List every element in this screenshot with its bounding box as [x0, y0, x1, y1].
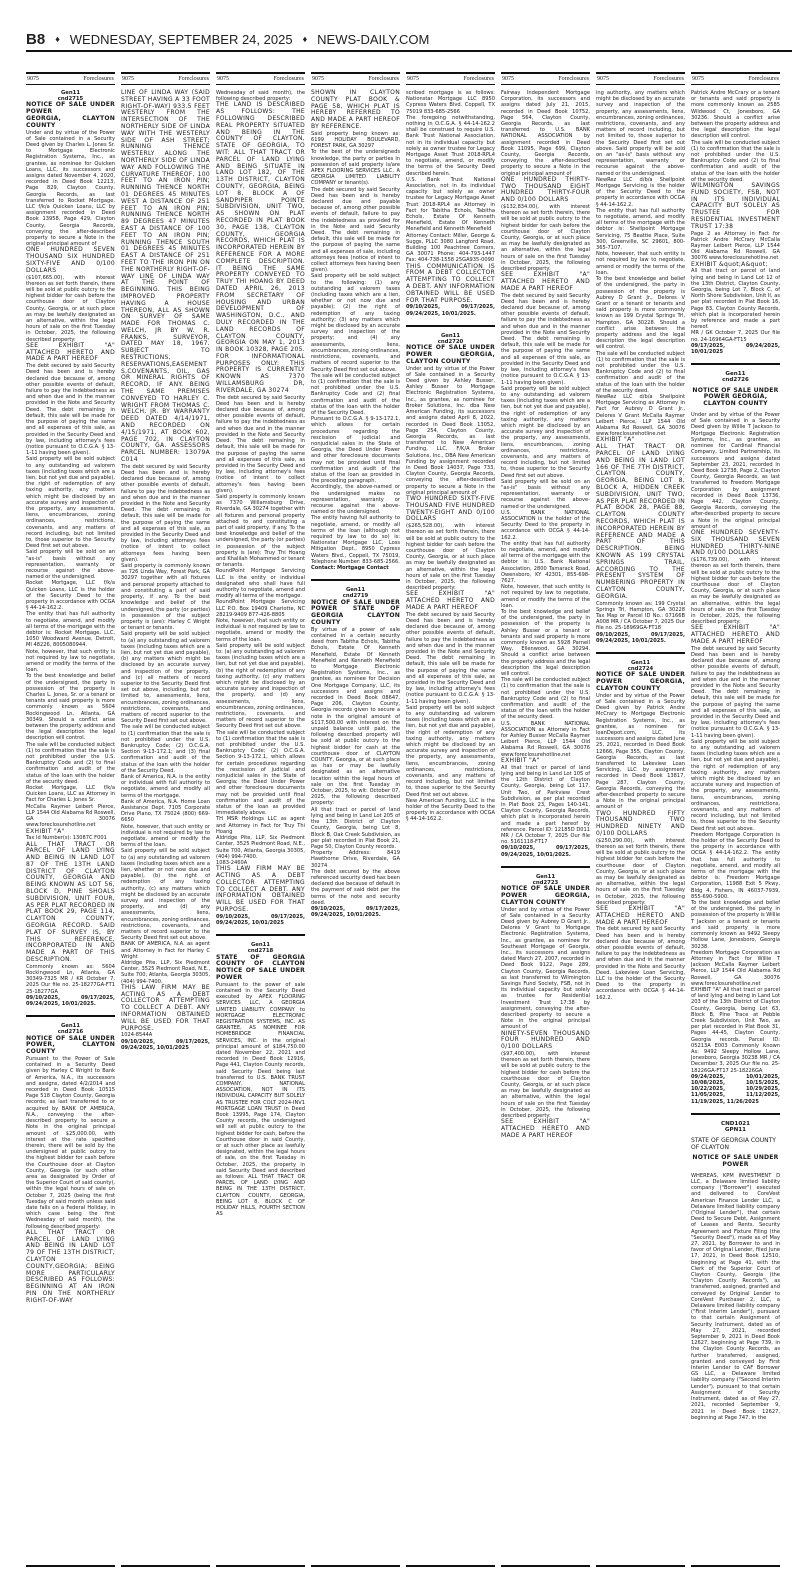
- notice-paragraph: The debt secured by said Security Deed has been and is hereby declared due because of, among other possible events of default, failure to pay the indebtedness as and when due and in the manner provided in the Note and Security Deed. The debt remaining in default, this sale will be made for the purpose of paying the same and all expenses of this sale, as provided in the Security Deed and by law, including attorney's fees (notice pursuant to O.C.G.A. § 13-1-11 having been given).: [406, 611, 495, 705]
- section-code: 9075: [407, 76, 419, 82]
- notice-paragraph: U.S. Bank Trust National Association, not in its individual capacity but solely as owner trustee for Legacy Mortgage Asset Trust 2018-RPL4 as Attorney in Fact for Tabitha Echols, Tabitha Echols, Estate Of Kenneth Menefield, Estate Of Kenneth Menefield and Kenneth Menefield: [406, 176, 495, 233]
- site-name: NEWS-DAILY.COM: [317, 31, 430, 47]
- diamond-separator-icon: ♦: [55, 34, 60, 44]
- notice-paragraph: Wednesday of said month), the following described property:: [216, 90, 305, 103]
- notice-paragraph: McCalla Raymer Leibert Pierce, LLP 1544 Old Alabama Rd Roswell, GA 30076 www.foreclosurehotline.net: [26, 803, 115, 829]
- column-1: [26, 72, 115, 1567]
- notice-paragraph: Commonly known as: 5604 Rockingwood Ln, Atlanta, GA 30349-7325 MR / KR October 7, 2025 Our file no. 25-18277GA-FT1 25-18277GA: [26, 963, 115, 995]
- column-4: [311, 72, 400, 1567]
- notice-divider: [26, 1015, 115, 1017]
- publication-dates: 09/17/2025, 09/24/2025, 10/01/2025: [691, 342, 780, 356]
- section-label: Foreclosures: [463, 76, 494, 82]
- notice-paragraph: Said property will be sold on an "as-is" basis without any representation, warranty or recourse against the above-named or the undersigned.: [26, 549, 115, 581]
- section-code: 9075: [502, 76, 514, 82]
- column-body: [596, 90, 685, 1001]
- notice-paragraph: Note, however, that such entity or individual is not required by law to negotiate, amend or modify the terms of the loan.: [121, 823, 210, 849]
- notice-paragraph: Patrick Andre McCrary or a tenant or tenants and said property is more commonly known as 2585 Wildwood Ct, Jonesboro, GA 30236. Should a conflict arise between the property address and the legal description the legal description will control.: [691, 90, 780, 140]
- column-header: [406, 72, 495, 85]
- notice-paragraph: To the best knowledge and belief of the undersigned, the party in possession of the property is Aubrey D Grant Jr., Delores V Grant or a tenant or tenants and said property is more commonly known as 199 Crystal Springs Trl, Hampton, GA 30228. Should a conflict arise between the property address and the legal description the legal description will control.: [596, 276, 685, 351]
- legal-description: ALL THAT TRACT OR PARCEL OF LAND LYING AND BEING IN LAND LOT 79 OF THE 13TH DISTRICT, CLAYTON COUNTY,GEORGIA; BEING MORE PARTICULARLY DESCRIBED AS FOLLOWS: BEGINNING AT AN IRON PIN ON THE NORTHERLY RIGHT-OF-WAY: [26, 1228, 115, 1304]
- notice-paragraph: The foregoing notwithstanding, nothing in O.C.G.A. § 44-14-162.2 shall be construed to require U.S. Bank Trust National Association, not in its individual capacity but solely as owner trustee for Legacy Mortgage Asset Trust 2018-RPL4 to negotiate, amend, or modify the terms of the Security Deed described herein.: [406, 114, 495, 177]
- column-header: [216, 72, 305, 85]
- notice-paragraph: ing authority, any matters which might be disclosed by an accurate survey and inspection of the property, any assessments, liens, encumbrances, zoning ordinances, restrictions, covenants, and any matters of record including, but not limited to, those superior to the Security Deed first set out above. Said property will be sold on an "as-is" basis without any representation, warranty or recourse against the above-named or the undersigned.: [596, 90, 685, 177]
- notice-paragraph: By virtue of a power of sale contained in a certain security deed from Tabitha Echols, Tabitha Echols, Estate Of Kenneth Menefield, Estate Of Kenneth Menefield and Kenneth Menefield to Mortgage Electronic Registration Systems, Inc., as grantee, as nominee for Decision One Mortgage Company, LLC, its successors and assigns and recorded in Deed Book 08647, Page 206, Clayton County, Georgia records given to secure a note in the original amount of $117,500.00 with interest on the unpaid balance until paid, the following described property will be sold at public outcry to the highest bidder for cash at the courthouse door of CLAYTON COUNTY, Georgia, or at such place as has or may be lawfully designated as an alternative location within the legal hours of sale on the first Tuesday in October, 2025, to wit: October 07, 2025, the following described property:: [311, 626, 400, 807]
- notice-paragraph: Bank of America, N.A. Home Loan Assistance Dept. 7105 Corporate Drive Plano, TX 75024 (800) 669-6650: [121, 798, 210, 824]
- notice-paragraph: The debt secured by said Security Deed has been and is hereby declared due because of, among other possible events of default, failure to pay the indebtedness as and when due and in the manner provided in the Note and Security Deed. The debt remaining in default, this sale will be made for the purpose of paying the same and all expenses of this sale, as provided in the Security Deed and by law, including attorney's fees (notice of intent to collect attorney's fees having been given).: [216, 394, 305, 494]
- legal-description: SEE EXHIBIT "A" ATTACHED HERETO AND MADE A PART HEREOF: [406, 590, 495, 611]
- column-bottom-rule: [501, 1565, 590, 1567]
- notice-code: cnd2716: [57, 1029, 84, 1036]
- notice-title: NOTICE OF SALE UNDER POWER GEORGIA, CLAYTON COUNTY: [692, 386, 779, 408]
- column-body: [501, 90, 590, 1140]
- notice-title: NOTICE OF SALE UNDER POWER: [692, 1154, 779, 1168]
- notice-paragraph: TH MSR Holdings LLC as agent and Attorney in Fact for Truy Thi Hoang: [216, 816, 305, 835]
- notice-paragraph: Under and by virtue of the Power of Sale contained in a Security Deed given by Willie T Jackson to Mortgage Electronic Registration Systems, Inc., as grantee, as nominee for Cardinal Financial Company, Limited Partnership, its successors and assigns dated September 23, 2021, recorded in Deed Book 12738, Page 2, Clayton County, Georgia Records, as last transferred to Freedom Mortgage Corporation by assignment recorded in Deed Book 13736, Page 442, Clayton County, Georgia Records, conveying the after-described property to secure a Note in the original principal amount of: [691, 412, 780, 530]
- section-label: Foreclosures: [653, 76, 684, 82]
- column-body: [691, 90, 780, 1421]
- notice-paragraph: New American Funding, LLC is the holder of the Security Deed to the property in accordance with OCGA § 44-14-162.2.: [406, 797, 495, 823]
- notice-paragraph: All that tract or parcel of land lying and being in Land Lot 12 of the 13th District, Clayton County, Georgia, being Lot 7, Block C, of North Shore Subdivision, Unit II, as per plat recorded in Plat Book 16, Page 83, Clayton County Records, which plat is incorporated herein by reference and made a part hereof.: [691, 268, 780, 331]
- notice-title: NOTICE OF SALE UNDER POWER, CLAYTON COUNTY: [26, 1034, 115, 1056]
- notice-paragraph: Said property will be sold subject to any outstanding ad valorem taxes (including taxes which are a lien, but not yet due and payable), the right of redemption of any taxing authority, any matters which might be disclosed by an accurate survey and inspection of the property, any assessments, liens, encumbrances, zoning ordinances, restrictions, covenants, and any matters of record including, but not limited to, those superior to the Security Deed first set out above.: [26, 456, 115, 550]
- legal-description: TWO HUNDRED SIXTY-FIVE THOUSAND FIVE HUNDRED TWENTY-EIGHT AND 0/100 DOLLARS: [406, 494, 495, 523]
- column-bottom-rule: [121, 1565, 210, 1567]
- legal-description: NINETY-SEVEN THOUSAND FOUR HUNDRED AND 0/100 DOLLARS: [501, 1029, 590, 1051]
- column-header: [501, 72, 590, 85]
- notice-paragraph: Note, however, that such entity is not required by law to negotiate, amend or modify the terms of the loan.: [26, 648, 115, 674]
- notice-paragraph: Note, however, that such entity is not required by law to negotiate, amend or modify the terms of the loan.: [501, 584, 590, 609]
- column-bottom-rule: [26, 1565, 115, 1567]
- legal-notices-columns: [26, 72, 792, 1567]
- notice-paragraph: Property Address: 8419 Hawthorne Drive, Riverdale, GA 30274: [311, 850, 400, 869]
- legal-description: SEE EXHIBIT "A" ATTACHED HERETO AND MADE A PART HEREOF: [501, 271, 590, 292]
- legal-description: EXHIBIT "A": [26, 827, 65, 835]
- notice-paragraph: The entity that has full authority to negotiate, amend, and modify all terms of the mortgage with the debtor is: Rocket Mortgage, LLC, 1050 Woodward Avenue, Detroit, MI 48226, 8005080944.: [26, 611, 115, 649]
- notice-code: cnd2718: [247, 948, 274, 955]
- publication-dates: Contact: Mortgage Contact: [311, 565, 389, 571]
- notice-paragraph: ($265,528.00), with interest thereon as set forth therein, there will be sold at public outcry to the highest bidder for cash before the courthouse door of Clayton County, Georgia, or at such place as may be lawfully designated as an alternative, within the legal hours of sale on the first Tuesday in October, 2025, the following described property:: [406, 523, 495, 592]
- notice-paragraph: Under and by virtue of the Power of Sale contained in a Security Deed given by Patrick Andre McCrary to Mortgage Electronic Registration Systems, Inc., as grantee, as nominee for loanDepot.com, LLC, its successors and assigns dated June 25, 2021, recorded in Deed Book 12666, Page 355, Clayton County, Georgia Records, as last transferred to Lakeview Loan Servicing, LLC by assignment recorded in Deed Book 13817, Page 287, Clayton County, Georgia Records, conveying the after-described property to secure a Note in the original principal amount of: [596, 692, 685, 811]
- notice-paragraph: The entity that has full authority to negotiate, amend, and modify all terms of the mortgage with the debtor is: Shellpoint Mortgage Servicing, 75 Beattie Place, Suite 300, Greenville, SC 29601, 800-365-7107.: [596, 207, 685, 252]
- section-code: 9075: [597, 76, 609, 82]
- section-code: 9075: [122, 76, 134, 82]
- notice-code: Gen11: [60, 90, 81, 96]
- section-label: Foreclosures: [273, 76, 304, 82]
- legal-description: THIS COMMUNICATION IS FROM A DEBT COLLECTOR ATTEMPTING TO COLLECT A DEBT. ANY INFORMATION OBTAINED WILL BE USED FOR THAT PURPOSE.: [406, 262, 495, 304]
- notice-divider: [691, 1113, 780, 1115]
- column-body: [121, 90, 210, 1051]
- page-number: B8: [26, 30, 46, 48]
- column-7: [596, 72, 685, 1567]
- notice-code: cnd2724: [627, 666, 654, 673]
- section-code: 9075: [27, 76, 39, 82]
- publication-dates: 09/10/2025, 09/17/2025, 09/24/2025, 10/01/2025.: [26, 994, 115, 1008]
- notice-paragraph: Accordingly, the above-named or the undersigned makes no representation, warranty or recourse against the above-named or the undersigned.: [311, 484, 400, 516]
- column-header: [596, 72, 685, 85]
- notice-paragraph: U.S. BANK NATIONAL ASSOCIATION is the holder of the Security Deed to the property in accordance with OCGA § 44-14-162.2.: [501, 509, 590, 541]
- notice-code: Gen11: [630, 659, 651, 666]
- notice-paragraph: Under and by virtue of the Power of Sale contained in a Security Deed given by Charles L. Jones Sr. to Mortgage Electronic Registration Systems, Inc., as grantee, as nominee for Quicken Loans, LLC, its successors and assigns dated November 4, 2020, recorded in Deed Book 12213, Page 829, Clayton County, Georgia Records, as last transferred to Rocket Mortgage, LLC f/k/a Quicken Loans, LLC by assignment recorded in Deed Book 13958, Page 429, Clayton County, Georgia Records, conveying the after-described property to secure a Note in the original principal amount of: [26, 129, 115, 248]
- notice-paragraph: The sale will be conducted subject (1) to confirmation that the sale is not prohibited under the U.S. Bankruptcy Code and (2) to final confirmation and audit of the status of the loan with the holder of the security deed.: [26, 741, 115, 785]
- column-8: [691, 72, 780, 1567]
- legal-description: ONE HUNDRED SEVEN THOUSAND SIX HUNDRED SIXTY-FIVE AND 0/100 DOLLARS: [26, 246, 115, 274]
- publication-dates: 09/24/2025, 10/01/2025, 10/08/2025, 10/15/2025, 10/22/2025, 10/29/2025, 11/05/2025, 11/12/2025, 11/19/2025, 11/26/2025: [691, 1073, 780, 1105]
- notice-paragraph: Pursuant to the power of sale contained in the Security Deed executed by APEX FLOORING SERVICES LLC, A GEORGIA LIMITED LIABILITY COMPANY to MORTGAGE ELECTRONIC REGISTRATION SYSTEMS, INC. AS GRANTEE, AS NOMINEE FOR HOMEBRIDGE FINANCIAL SERVICES, INC. in the original principal amount of $184,750.00 dated November 22, 2021 and recorded in Deed Book 12916, Page 441, Clayton County records, said Security Deed being last transferred to U.S. BANK TRUST COMPANY, NATIONAL ASSOCIATION, NOT IN ITS INDIVIDUAL CAPACITY BUT SOLELY AS TRUSTEE FOR COLT 2024-INV1 MORTGAGE LOAN TRUST in Deed Book 13995, Page 174, Clayton County records, the undersigned will sell at public outcry to the highest bidder for cash, before the Courthouse door in said County, or at such other place as lawfully designated, within the legal hours of sale, on the first Tuesday in October, 2025, the property in said Security Deed and described as follows: ALL THAT TRACT OR PARCEL OF LAND LYING AND BEING IN THE 13TH DISTRICT, CLAYTON COUNTY, GEORGIA, BEING LOT 8, BLOCK C OF HOLIDAY HILLS, FOURTH SECTION AS: [216, 981, 305, 1218]
- notice-paragraph: Under and by virtue of the Power of Sale contained in a Security Deed given by Ashley Busser, Ashley Busser to Mortgage Electronic Registration Systems, Inc., as grantee, as nominee for Broker Solutions, Inc. dba New American Funding, its successors and assigns dated April 8, 2022, recorded in Deed Book 13052, Page 254, Clayton County, Georgia Records, as last transferred to New American Funding, LLC, F/K/A Broker Solutions, Inc., DBA New American Funding by assignment recorded in Deed Book 14037, Page 733, Clayton County, Georgia Records, conveying the after-described property to secure a Note in the original principal amount of: [406, 365, 495, 496]
- notice-paragraph: ($107,665.00), with interest thereon as set forth therein, there will be sold at public outcry to the highest bidder for cash before the courthouse door of Clayton County, Georgia, or at such place as may be lawfully designated as an alternative, within the legal hours of sale on the first Tuesday in October, 2025, the following described property:: [26, 274, 115, 343]
- column-header: [311, 72, 400, 85]
- column-body: [311, 90, 400, 918]
- notice-code: Gen11: [250, 942, 271, 949]
- notice-paragraph: The sale will be conducted subject (1) to confirmation that the sale is not prohibited under the U.S. Bankruptcy Code and (2) to final confirmation and audit of the status of the loan with the holder of the security deed.: [691, 139, 780, 183]
- notice-paragraph: U.S. BANK NATIONAL ASSOCIATION as Attorney in Fact for Ashley Busser McCalla Raymer Leibert Pierce, LLP 1544 Old Alabama Rd Roswell, GA 30076 www.foreclosurehotline.net: [501, 720, 590, 758]
- notice-paragraph: The entity having full authority to negotiate, amend, or modify all terms of the loan (although not required by law to do so) is: Nationstar Mortgage LLC, Loss Mitigation Dept., 8950 Cypress Waters Blvd., Coppell, TX 75019, Telephone Number: 833-685-2566.: [311, 515, 400, 565]
- notice-code: cnd2720: [437, 339, 464, 346]
- legal-description: THIS LAW FIRM MAY BE ACTING AS A DEBT COLLECTOR ATTEMPTING TO COLLECT A DEBT. ANY INFORMATION OBTAINED WILL BE USED FOR THAT PURPOSE.: [121, 983, 210, 1032]
- publication-dates: 09/10/2025, 09/17/2025, 09/24/2025, 10/01/2025: [216, 913, 305, 926]
- section-code: 9075: [217, 76, 229, 82]
- publication-dates: 09/10/2025, 09/17/2025, 09/24/2025, 10/01/2025.: [311, 905, 400, 919]
- notice-divider: [216, 934, 305, 936]
- column-body: [26, 90, 115, 1305]
- notice-paragraph: NewRez LLC d/b/a Shellpoint Mortgage Servicing is the holder of the Security Deed to the property in accordance with OCGA § 44-14-162.2.: [596, 176, 685, 208]
- notice-code: Gen11: [440, 332, 461, 339]
- notice-paragraph: WHEREAS, KPM INVESTMENT D LLC, a Delaware limited liability company ("Borrower") executed and delivered to CoreVest American Finance Lender LLC, a Delaware limited liability company ("Original Lender"), that certain Deed to Secure Debt, Assignment of Leases and Rents, Security Agreement and Fixture Filing (the "Security Deed"), made as of May 27, 2021, by Borrower to and in favor of Original Lender, filed June 17, 2021, in Deed Book 12510, beginning at Page 41, with the Clerk of the Superior Court of Clayton County, Georgia (the "Clayton County Records"), as transferred, assigned, granted and conveyed by Original Lender to CoreVest Purchaser 2, LLC, a Delaware limited liability company ("First Interim Lender"), pursuant to that certain Assignment of Security Instrument, dated as of May 27, 2021, recorded September 9, 2021 in Deed Book 12627, beginning at Page 739, in the Clayton County Records, as further transferred, assigned, granted and conveyed by First Interim Lender to CAF Borrower GS LLC, a Delaware limited liability company ("Second Interim Lender"), pursuant to that certain Assignment of Security Instrument, dated as of May 27, 2021, recorded September 9, 2021 in Deed Book 12627, beginning at Page 747, in the: [691, 1172, 780, 1421]
- notice-paragraph: Note, however, that such entity is not required by law to negotiate, amend or modify the terms of the loan.: [596, 251, 685, 276]
- notice-divider: [406, 325, 495, 327]
- notice-paragraph: Freedom Mortgage Corporation is the holder of the Security Deed to the property in accordance with OCGA § 44-14-162.2. The entity that has full authority to negotiate, amend, and modify all terms of the mortgage with the debtor is: Freedom Mortgage Corporation, 11988 Exit 5 Pkwy, Bldg 4, Fishers, IN 46037-7939, 855-690-5900.: [691, 831, 780, 900]
- notice-title: NOTICE OF SALE UNDER POWER GEORGIA, CLAYTON COUNTY: [501, 885, 590, 906]
- legal-description: WILMINGTON SAVINGS FUND SOCIETY, FSB, NOT IN ITS INDIVIDUAL CAPACITY BUT SOLELY AS TRUSTEE FOR RESIDENTIAL INVESTMENT TRUST 17:38: [691, 182, 780, 230]
- diamond-separator-icon: ♦: [302, 34, 308, 44]
- notice-paragraph: To the best knowledge and belief of the undersigned, the party in possession of the property is Charles L. Jones, Sr. or a tenant or tenants and said property is more commonly known as 5604 Rockingwood Ln, Atlanta, GA 30349. Should a conflict arise between the property address and the legal description the legal description will control.: [26, 673, 115, 742]
- notice-paragraph: ($97,400.00), with interest thereon as set forth therein, there will be sold at public outcry to the highest bidder for cash before the courthouse door of Clayton County, Georgia, or at such place as may be lawfully designated as an alternative, within the legal hours of sale on the first Tuesday in October, 2025, the following described property:: [501, 1050, 590, 1120]
- notice-paragraph: Said property will be sold subject to any outstanding ad valorem taxes (including taxes which are a lien, but not yet due and payable), the right of redemption of any taxing authority, any matters which might be disclosed by an accurate survey and inspection of the property, any assessments, liens, encumbrances, zoning ordinances, restrictions, covenants, and any matters of record including, but not limited to, those superior to the Security Deed first set out above.: [501, 385, 590, 479]
- notice-paragraph: To the best of the undersigneds knowledge, the party or parties in possession of said property is/are APEX FLOORING SERVICES LLC, A GEORGIA LIMITED LIABILITY COMPANY or tenant(s).: [311, 149, 400, 187]
- notice-code: Gen11: [535, 873, 556, 880]
- notice-paragraph: Pursuant to O.C.G.A. § 9-13-172.1, which allows for certain procedures regarding the rescission of judicial and nonjudicial sales in the State of Georgia, the Deed Under Power and other foreclosure documents may not be provided until final confirmation and audit of the status of the loan as provided in the preceding paragraph.: [311, 416, 400, 485]
- legal-description: ALL THAT TRACT OR PARCEL OF LAND LYING AND BEING IN LAND LOT 166 OF THE 7TH DISTRICT, CLAYTON COUNTY, GEORGIA, BEING LOT 8, BLOCK A, HIDDEN CREEK SUBDIVISION, UNIT TWO, AS PER PLAT RECORDED IN PLAT BOOK 28, PAGE 88, CLAYTON COUNTY RECORDS, WHICH PLAT IS INCORPORATED HEREIN BY REFERENCE AND MADE A PART OF THIS DESCRIPTION. BEING KNOWN AS 199 CRYSTAL SPRINGS TRAIL, ACCORDING TO THE PRESENT SYSTEM OF NUMBERING PROPERTY IN CLAYTON COUNTY, GEORGIA.: [596, 443, 685, 600]
- column-3: [216, 72, 305, 1567]
- notice-paragraph: NewRez LLC d/b/a Shellpoint Mortgage Servicing as Attorney in Fact for Aubrey D Grant Jr., Delores V Grant McCalla Raymer Leibert Pierce, LLP 1544 Old Alabama Rd Roswell, GA 30076 www.foreclosurehotline.net: [596, 393, 685, 438]
- column-body: [216, 90, 305, 1217]
- legal-description: TWO HUNDRED FIFTY THOUSAND TWO HUNDRED NINETY AND 0/100 DOLLARS: [596, 809, 685, 837]
- column-bottom-rule: [406, 1565, 495, 1567]
- notice-paragraph: Rocket Mortgage, LLC f/k/a Quicken Loans, LLC as Attorney in Fact for Charles L. Jones Sr.: [26, 785, 115, 804]
- notice-paragraph: Said property will be sold subject to: (a) any outstanding ad valorem taxes (including taxes which are a lien, but not yet due and payable), (b) the right of redemption of any taxing authority, (c) any matters which might be disclosed by an accurate survey and inspection of the property, and (d) any assessments, liens, encumbrances, zoning ordinances, restrictions, covenants, and matters of record superior to the Security Deed first set out above.: [216, 642, 305, 730]
- section-label: Foreclosures: [83, 76, 114, 82]
- notice-paragraph: All that tract or parcel of land lying and being in Land Lot 105 of the 12th District of Clayton County, Georgia, being Lot 117, Unit Two, of Parkview Crest Subdivision, as per plat recorded in Plat Book 23, Pages 140-141, Clayton County, Georgia Records, which plat is incorporated herein and made a part hereof by reference. Parcel ID: 12185D D011 MR / CA October 7, 2025 Our file no. 5161118-FT17: [501, 764, 590, 846]
- notice-divider: [596, 652, 685, 654]
- notice-paragraph: Attorney Contact: Miller, George & Suggs, PLLC 3080 Langford Road, Building 100 Peachtree Corners, GA 30071 Phone: 404-793-1447 Fax: 404-738-1558 25GA935-0090: [406, 232, 495, 264]
- notice-paragraph: 1083-2460A: [216, 859, 248, 866]
- notice-paragraph: The debt secured by said Security Deed has been and is hereby declared due because of, among other possible events of default, failure to pay the indebtedness as and when due and in the manner provided in the Note and Security Deed. Lakeview Loan Servicing, LLC is the holder of the Security Deed to the property in accordance with OCGA § 44-14-162.2.: [596, 926, 685, 1001]
- notice-title: NOTICE OF SALE UNDER POWER: [26, 101, 115, 116]
- notice-paragraph: Commonly known as: 199 Crystal Springs Trl, Hampton, GA 30228 Tax Map or Parcel ID No.: 07166B A008 MR / CA October 7, 2025 Our file no. 25-18969GA-FT18: [596, 600, 685, 632]
- section-code: 9075: [692, 76, 704, 82]
- publication-dates: 09/10/2025, 09/17/2025, 09/24/2025, 10/01/2025.: [596, 631, 685, 644]
- notice-paragraph: Freedom Mortgage Corporation as Attorney in Fact for Willie T Jackson McCalla Raymer Leibert Pierce, LLP 1544 Old Alabama Rd Roswell, GA 30076 www.foreclosurehotline.net EXHIBIT "A" All that tract or parcel of land lying and being in Land Lot 203 of the 13th District of Clayton County, Georgia, being Lot 63, Block B, Pine Trace at Pebble Creek Subdivision, Unit Two, as per plat recorded in Plat Book 31, Pages 44-45, Clayton County, Georgia records. Parcel ID: 05213A E003 Commonly Known As: 9492 Sleepy Hollow Lane, Jonesboro, Georgia 30238 MR / CA December 3, 2025 Our file no. 25-18226GA-FT17 25-18226GA: [691, 949, 780, 1074]
- notice-paragraph: ($132,834.00), with interest thereon as set forth therein, there will be sold at public outcry to the highest bidder for cash before the courthouse door of Clayton County, Georgia, or at such place as may be lawfully designated as an alternative, within the legal hours of sale on the first Tuesday in October, 2025, the following described property:: [501, 204, 590, 273]
- notice-paragraph: The sale will be conducted subject (1) to confirmation that the sale is not prohibited under the U.S. Bankruptcy Code and (2) to final confirmation and audit of the status of the loan with the holder of the security deed.: [501, 677, 590, 721]
- notice-paragraph: The entity that has full authority to negotiate, amend, and modify all terms of the mortgage with the debtor is: U.S. Bank National Association, 2800 Tamarack Road, Owensboro, KY 42301, 855-698-7627.: [501, 540, 590, 584]
- notice-paragraph: Said property is commonly known as 7370 Willamsburg Drive, Riverdale, GA 30274 together with all fixtures and personal property attached to and constituting a part of said property, if any. To the best knowledge and belief of the undersigned, the party (or parties) in possession of the subject property is (are): Truy Thi Hoang and Khalilah Mohammed or tenant or tenants.: [216, 493, 305, 569]
- notice-title: GEORGIA, CLAYTON COUNTY: [26, 115, 115, 129]
- notice-paragraph: The debt secured by said Security Deed has been and is hereby declared due and payable because of, among other possible events of default, failure to pay the indebtedness as provided for in the Note and said Security Deed. The debt remaining in default, this sale will be made for the purpose of paying the same and all expenses of sale, including attorneys fees (notice of intent to collect attorneys fees having been given).: [311, 186, 400, 274]
- legal-description: EXHIBIT "A": [596, 436, 635, 444]
- column-5: [406, 72, 495, 1567]
- notice-title: STATE OF GEORGIA COUNTY OF CLAYTON NOTICE OF SALE UNDER POWER: [216, 953, 305, 981]
- notice-paragraph: Aldridge Pite, LLP, Six Piedmont Center, 3525 Piedmont Road, N.E., Suite 700, Atlanta, Georgia 30305, (404) 994-7400.: [121, 960, 210, 985]
- legal-description: EXHIBIT "A": [501, 756, 540, 764]
- notice-code: CND1021: [721, 1120, 750, 1127]
- notice-paragraph: Said property will be sold subject to the following: (1) any outstanding ad valorem taxes (including taxes which are a lien, whether or not now due and payable); (2) the right of redemption of any taxing authority; (3) any matters which might be disclosed by an accurate survey and inspection of the property; and (4) any assessments, liens, encumbrances, zoning ordinances, restrictions, covenants, and matters of record superior to the Security Deed first set out above.: [311, 273, 400, 373]
- notice-code: Gen11: [725, 371, 746, 378]
- publication-dates: 09/10/2025, 09/17/2025, 09/24/2025, 10/01/2025: [121, 1038, 210, 1051]
- legal-description: EXHIBIT &quot;A&quot;: [691, 260, 768, 268]
- section-label: Foreclosures: [748, 76, 779, 82]
- legal-description: SEE EXHIBIT "A" ATTACHED HERETO AND MADE A PART HEREOF: [501, 1118, 590, 1139]
- notice-paragraph: 1024-8544A: [121, 1032, 153, 1039]
- notice-paragraph: Fairway Independent Mortgage Corporation, its successors and assigns dated July 21, 2015, recorded in Deed Book 10752, Page 564, Clayton County, Georgia Records, as last transferred to U.S. BANK NATIONAL ASSOCIATION by assignment recorded in Deed Book 11095, Page 699, Clayton County, Georgia Records, conveying the after-described property to secure a Note in the original principal amount of: [501, 90, 590, 177]
- notice-paragraph: scribed mortgage is as follows: Nationstar Mortgage LLC 8950 Cypress Waters Blvd. Coppell, TX 75019 833-685-2566: [406, 90, 495, 115]
- notice-paragraph: To the best knowledge and belief of the undersigned, the party in possession of the property is Ashley Busser or a tenant or tenants and said property is more commonly known as 5928 Parnell Way, Ellenwood, GA 30294. Should a conflict arise between the property address and the legal description the legal description will control.: [501, 609, 590, 678]
- column-2: [121, 72, 210, 1567]
- notice-paragraph: Said property being known as: 6199 HOLIDAY BOULEVARD, FOREST PARK, GA 30297: [311, 130, 400, 150]
- legal-description: SEE EXHIBIT "A" ATTACHED HERETO AND MADE A PART HEREOF: [26, 341, 115, 363]
- notice-code: GPN11: [724, 1126, 747, 1133]
- legal-description: LINE OF LINDA WAY (SAID STREET HAVING A 33 FOOT RIGHT-OF-WAY) 933.5 FEET WESTERLY FROM THE INTERSECTION OF THE NORTHERLY SIDE OF LINDA WAY WITH THE WESTERLY SIDE OF ASH STREET; RUNNING THENCE WESTERLY ALONG THE NORTHERLY SIDE OF LINDA WAY AND FOLLOWING THE CURVATURE THEREOF, 100 FEET TO AN IRON PIN; RUNNING THENCE NORTH 01 DEGREES 45 MINUTES WEST A DISTANCE OF 251 FEET TO AN IRON PIN; RUNNING THENCE NORTH 89 DEGREES 47 MINUTES EAST A DISTANCE OF 100 FEET TO AN IRON PIN; RUNNING THENCE SOUTH 01 DEGREES 45 MINUTES EAST A DISTANCE OF 251 FEET TO THE IRON PIN ON THE NORTHERLY RIGHT-OF-WAY LINE OF LINDA WAY AT THE POINT OF BEGINNING. THIS BEING IMPROVED PROPERTY HAVING A HOUSE THEREON, ALL AS SHOWN ON SURVEY OF SAME MADE FOR THOMAS C. WELCH, JR BY W. R. FRANKS, SURVEYOR, DATED MAY 18, 1967. SUBJECT TO RESTRICTIONS, RESERVATIONS,EASEMENTS,COVENANTS, OIL, GAS OR MINERAL RIGHTS OF RECORD, IF ANY. BEING THE SAME PREMISES CONVEYED TO HARLEY C. WRIGHT FROM THOMAS C. WELCH, JR. BY WARRANTY DEED DATED 4/14/1971, AND RECORDED ON 4/15/1971, AT BOOK 602, PAGE 702, IN CLAYTON COUNTY, GA. ASSESSORS PARCEL NUMBER: 13079A C014: [121, 89, 210, 464]
- section-label: Foreclosures: [178, 76, 209, 82]
- notice-title: NOTICE OF SALE UNDER POWER GEORGIA, CLAYTON COUNTY: [406, 344, 495, 365]
- notice-divider: [691, 363, 780, 365]
- notice-paragraph: The debt secured by said Security Deed has been and is hereby declared due because of, among other possible events of default, failure to pay the indebtedness as and when due and in the manner provided in the Note and Security Deed. The debt remaining in default, this sale will be made for the purpose of paying the same and all expenses of this sale, as provided in the Security Deed and by law, including attorney's fees (notice pursuant to O.C.G.A. § 13-1-11 having been given).: [26, 363, 115, 457]
- notice-paragraph: ($250,290.00), with interest thereon as set forth therein, there will be sold at public outcry to the highest bidder for cash before the courthouse door of Clayton County, Georgia, or at such place as may be lawfully designated as an alternative, within the legal hours of sale on the first Tuesday in October, 2025, the following described property:: [596, 837, 685, 906]
- legal-description: THIS LAW FIRM MAY BE ACTING AS A DEBT COLLECTOR ATTEMPTING TO COLLECT A DEBT. ANY INFORMATION OBTAINED WILL BE USED FOR THAT PURPOSE.: [216, 865, 305, 913]
- column-header: [691, 72, 780, 85]
- column-header: [121, 72, 210, 85]
- publication-dates: 09/10/2025, 09/17/2025, 09/24/2025, 10/01/2025.: [501, 845, 590, 858]
- notice-divider: [501, 866, 590, 868]
- notice-paragraph: Said property is commonly known as 726 Linda Way, Forest Park, GA 30297 together with all fixtures and personal property attached to and constituting a part of said property, if any. To the best knowledge and belief of the undersigned, the party (or parties) in possession of the subject property is (are): Harley C Wright or tenant or tenants.: [121, 563, 210, 632]
- notice-code: cnd2719: [342, 593, 369, 600]
- column-bottom-rule: [311, 1565, 400, 1567]
- notice-paragraph: Page 2 as Attorney in Fact for Patrick Andre McCrary McCalla Raymer Leibert Pierce, LLP 1544 Old Alabama Rd Roswell, GA 30076 www.foreclosurehotline.net: [691, 230, 780, 262]
- notice-code: cnd2715: [57, 96, 84, 103]
- notice-paragraph: Tax Id Number(s): 13087C F001: [26, 835, 107, 842]
- notice-paragraph: The debt secured by the above referenced security deed has been declared due because of default in the payment of said debt per the terms of the note and security deed.: [311, 868, 400, 906]
- column-body: [406, 90, 495, 823]
- legal-description: THE LAND IS DESCRIBED AS FOLLOWS: THE FOLLOWING DESCRIBED REAL PROPERTY SITUATED AND BEING IN THE COUNTY OF CLAYTON, STATE OF GEORGIA, TO WIT: ALL THAT TRACT OR PARCEL OF LAND LYING AND BEING SITUATE IN LAND LOT 182, OF THE 13TH DISTRICT, CLAYTON COUNTY, GEORGIA, BEING LOT 8, BLOCK A OF SANDPIPER POINTE SUBDIVISION, UNIT TWO, AS SHOWN ON PLAT RECORDED IN PLAT BOOK 30, PAGE 138, CLAYTON COUNTY, GEORGIA RECORDS, WHICH PLAT IS INCORPORATED HEREIN BY REFERENCE FOR A MORE COMPLETE DESCRIPTION. IT BEING THE SAME PROPERTY CONVEYED TO TRUY THI HOANG BY DEED DATED APRIL 26, 2013 FROM SECRETARY OF HOUSING AND URBAN DEVELOPMENT OF WASHINGTON, D.C., AND DULY RECORDED IN THE LAND RECORDS OF CLAYTON COUNTY, GEORGIA ON MAY 1, 2013 IN BOOK 10328, PAGE 205. FOR INFORMATIONAL PURPOSES ONLY: THIS PROPERTY IS CURRENTLY KNOWN AS 7370 WILLAMSBURG DR, RIVERDALE, GA 30274: [216, 101, 305, 394]
- column-bottom-rule: [596, 1565, 685, 1567]
- notice-paragraph: Aldridge Pite, LLP, Six Piedmont Center, 3525 Piedmont Road, N.E., Suite 700, Atlanta, Georgia 30305, (404) 994-7400.: [216, 835, 305, 860]
- notice-paragraph: The debt secured by said Security Deed has been and is hereby declared due because of, among other possible events of default, failure to pay the indebtedness as and when due and in the manner provided in the Note and Security Deed. The debt remaining in default, this sale will be made for the purpose of paying the same and all expenses of this sale, as provided in the Security Deed and by law, including attorney's fees (notice pursuant to O.C.G.A. § 13-1-11 having been given).: [501, 292, 590, 386]
- column-bottom-rule: [216, 1565, 305, 1567]
- notice-paragraph: All that tract or parcel of land lying and being in Land Lot 205 of the 13th District of Clayton County, Georgia, being Lot 8, Block B, Oak Creek Subdivision, as per plat recorded in Plat Book 21, Page 50, Clayton County records.: [311, 806, 400, 850]
- page-masthead: [26, 32, 792, 52]
- column-bottom-rule: [691, 1565, 780, 1567]
- notice-paragraph: The debt secured by said Security Deed has been and is hereby declared due because of, among other possible events of default, failure to pay the indebtedness as and when due and in the manner provided in the Note and Security Deed. The debt remaining in default, this sale will be made for the purpose of paying the same and all expenses of this sale, as provided in the Security Deed and by law, including attorneys fees (notice of intent to collect attorneys fees having been given).: [121, 463, 210, 563]
- notice-paragraph: The sale will be conducted subject to (1) confirmation that the sale is not prohibited under the U.S. Bankruptcy Code; (2) O.C.G.A. Section 9-13-172.1; and (3) final confirmation and audit of the status of the loan with the holder of the Security Deed.: [121, 724, 210, 774]
- legal-description: SHOWN IN CLAYTON COUNTY PLAT BOOK & PAGE 58, WHICH PLAT IS HEREBY REFERRED TO AND MADE A PART HEREOF BY REFERENCE.: [311, 89, 400, 130]
- notice-paragraph: Said property will be sold subject to (a) any outstanding ad valorem taxes (including taxes which are a lien, whether or not now due and payable), (b) the right of redemption of any taxing authority, (c) any matters which might be disclosed by an accurate survey and inspection of the property, and (d) any assessments, liens, encumbrances, zoning ordinances, restrictions, covenants, and matters of record superior to the Security Deed first set out above.: [121, 848, 210, 942]
- notice-paragraph: RoundPoint Mortgage Servicing LLC P.O. Box 19409 Charlotte, NC 28219-9409 877-426-8805: [216, 599, 305, 618]
- notice-paragraph: RoundPoint Mortgage Servicing LLC is the entity or individual designated who shall have full authority to negotiate, amend and modify all terms of the mortgage.: [216, 568, 305, 600]
- notice-paragraph: Under and by virtue of the Power of Sale contained in a Security Deed given by Aubrey D Grant Jr., Delores V Grant to Mortgage Electronic Registration Systems, Inc., as grantee, as nominee for Southeast Mortgage of Georgia, Inc., its successors and assigns dated March 27, 2007, recorded in Deed Book 9122, Page 289, Clayton County, Georgia Records, as last transferred to Wilmington Savings Fund Society, FSB, not in its individual capacity but solely as trustee for Residential Investment Trust 17:38 by assignment, conveying the after-described property to secure a Note in the original principal amount of: [501, 906, 590, 1031]
- notice-paragraph: Said property will be sold on an "as-is" basis without any representation, warranty or recourse against the above-named or the undersigned.: [501, 478, 590, 510]
- notice-code: cnd2723: [532, 879, 559, 886]
- notice-paragraph: MR / GK October 7, 2025 Our file no. 24-16964GA-FT15: [691, 330, 780, 343]
- notice-title: NOTICE OF SALE UNDER POWER GEORGIA, CLAYTON COUNTY: [596, 671, 685, 692]
- section-label: Foreclosures: [558, 76, 589, 82]
- notice-divider: [311, 579, 400, 581]
- column-6: [501, 72, 590, 1567]
- column-header: [26, 72, 115, 85]
- section-label: Foreclosures: [368, 76, 399, 82]
- notice-code: Gen11: [345, 587, 366, 594]
- legal-description: ONE HUNDRED SEVENTY-SIX THOUSAND SEVEN HUNDRED THIRTY-NINE AND 0/100 DOLLARS: [691, 528, 780, 557]
- legal-description: ONE HUNDRED THIRTY-TWO THOUSAND EIGHT HUNDRED THIRTY-FOUR AND 0/100 DOLLARS: [501, 175, 590, 204]
- notice-paragraph: Rocket Mortgage, LLC f/k/a Quicken Loans, LLC is the holder of the Security Deed to the property in accordance with OCGA § 44-14-162.2.: [26, 580, 115, 612]
- notice-paragraph: The sale will be conducted subject to (1) confirmation that the sale is not prohibited under the U.S. Bankruptcy Code and (2) final confirmation and audit of the status of the loan with the holder of the Security Deed.: [311, 372, 400, 416]
- notice-paragraph: Said property will be sold subject to any outstanding ad valorem taxes (including taxes which are a lien, but not yet due and payable), the right of redemption of any taxing authority, any matters which might be disclosed by an accurate survey and inspection of the property, any assessments, liens, encumbrances, zoning ordinances, restrictions, covenants, and any matters of record including, but not limited to, those superior to the Security Deed first set out above.: [691, 738, 780, 832]
- notice-jurisdiction: STATE OF GEORGIA COUNTY OF CLAYTON: [691, 1137, 776, 1152]
- notice-paragraph: The debt secured by said Security Deed has been and is hereby declared due because of, among other possible events of default, failure to pay the indebtedness as and when due and in the manner provided in the Note and Security Deed. The debt remaining in default, this sale will be made for the purpose of paying the same and all expenses of this sale, as provided in the Security Deed and by law, including attorney's fees (notice pursuant to O.C.G.A. § 13-1-11 having been given).: [691, 645, 780, 739]
- notice-paragraph: ($176,739.00), with interest thereon as set forth therein, there will be sold at public outcry to the highest bidder for cash before the courthouse door of Clayton County, Georgia, or at such place as may be lawfully designated as an alternative, within the legal hours of sale on the first Tuesday in October, 2025, the following described property:: [691, 557, 780, 626]
- notice-paragraph: Pursuant to the Power of Sale contained in a Security Deed given by Harley C Wright to Bank of America, N.A., its successors and assigns, dated 4/2/2014 and recorded in Deed Book 10515 Page 518 Clayton County, Georgia records; as last transferred to or acquired by BANK OF AMERICA, N.A., conveying the after-described property to secure a Note in the original principal amount of $25,000.00, with interest at the rate specified therein, there will be sold by the undersigned at public outcry to the highest bidder for cash before the Courthouse door at Clayton County, Georgia (or such other area as designated by Order of the Superior Court of said county), within the legal hours of sale on October 7, 2025 (being the first Tuesday of said month unless said date falls on a Federal Holiday, in which case being the first Wednesday of said month), the following described property:: [26, 1056, 115, 1230]
- notice-title: NOTICE OF SALE UNDER POWER STATE OF GEORGIA CLAYTON COUNTY: [311, 598, 400, 626]
- notice-paragraph: Said property will be sold subject to any outstanding ad valorem taxes (including taxes which are a lien, but not yet due and payable), the right of redemption of any taxing authority, any matters which might be disclosed by an accurate survey and inspection of the property, any assessments, liens, encumbrances, zoning ordinances, restrictions, covenants, and any matters of record including, but not limited to, those superior to the Security Deed first set out above.: [406, 704, 495, 798]
- notice-code: cnd2726: [722, 377, 749, 384]
- section-code: 9075: [312, 76, 324, 82]
- notice-paragraph: The sale will be conducted subject (1) to confirmation that the sale is not prohibited under the U.S. Bankruptcy Code and (2) to final confirmation and audit of the status of the loan with the holder of the security deed.: [596, 350, 685, 394]
- notice-paragraph: Said property will be sold subject to (a) any outstanding ad valorem taxes (including taxes which are a lien, but not yet due and payable), (b) any matters which might be disclosed by an accurate survey and inspection of the property, and (c) all matters of record superior to the Security Deed first set out above, including, but not limited to, assessments, liens, encumbrances, zoning ordinances, restrictions, covenants, and matters of record superior to the Security Deed first set out above.: [121, 631, 210, 725]
- legal-description: SEE EXHIBIT "A" ATTACHED HERETO AND MADE A PART HEREOF: [596, 905, 685, 926]
- publication-date: WEDNESDAY, SEPTEMBER 24, 2025: [69, 31, 293, 47]
- notice-paragraph: Bank of America, N.A. is the entity or individual with full authority to negotiate, amend and modify all terms of the mortgage.: [121, 773, 210, 799]
- notice-code: Gen11: [60, 1023, 81, 1030]
- legal-description: ALL THAT TRACT OR PARCEL OF LAND LYING AND BEING IN LAND LOT 87 OF THE 13TH LAND DISTRICT OF CLAYTON COUNTY, GEORGIA AND BEING KNOWN AS LOT 56, BLOCK D, PINE SHOALS SUBDIVISION, UNIT FOUR, AS PER PLAT RECORDED IN PLAT BOOK 29, PAGE 114, CLAYTON COUNTY, GEORGIA RECORD. SAID PLAT OF SURVEY IS, BY THIS REFERENCE, INCORPORATED IN AND MADE A PART OF THIS DESCRIPTION.: [26, 840, 115, 964]
- notice-paragraph: BANK OF AMERICA, N.A. as agent and Attorney in Fact for Harley C Wright: [121, 941, 210, 960]
- notice-paragraph: Note, however, that such entity or individual is not required by law to negotiate, amend or modify the terms of the loan.: [216, 617, 305, 643]
- publication-dates: 09/10/2025, 09/17/2025, 09/24/2025, 10/01/2025.: [406, 304, 495, 317]
- notice-paragraph: The sale will be conducted subject to (1) confirmation that the sale is not prohibited under the U.S. Bankruptcy Code; (2) O.C.G.A. Section 9-13-172.1, which allows for certain procedures regarding the rescission of judicial and nonjudicial sales in the State of Georgia; the Deed Under Power and other foreclosure documents may not be provided until final confirmation and audit of the status of the loan as provided immediately above.: [216, 729, 305, 817]
- legal-description: SEE EXHIBIT "A" ATTACHED HERETO AND MADE A PART HEREOF: [691, 624, 780, 645]
- notice-paragraph: To the best knowledge and belief of the undersigned, the party in possession of the property is Willie T Jackson or a tenant or tenants and said property is more commonly known as 9492 Sleepy Hollow Lane, Jonesboro, Georgia 30238.: [691, 900, 780, 950]
